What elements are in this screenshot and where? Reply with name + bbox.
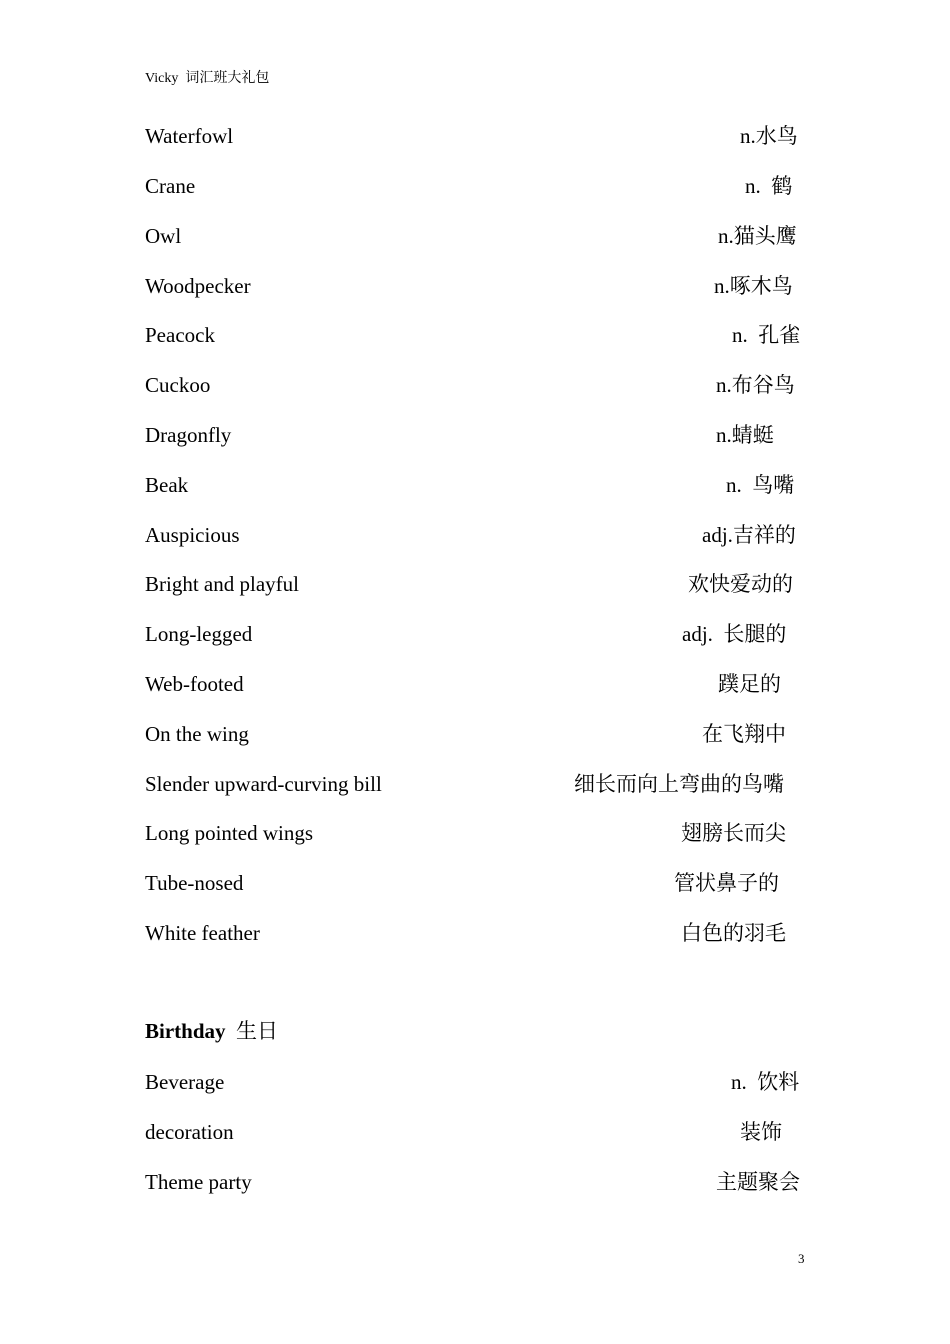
vocab-english: Slender upward-curving bill xyxy=(145,772,382,796)
vocab-row-tube-nosed xyxy=(0,868,950,898)
vocab-chinese: 蹼足的 xyxy=(718,672,781,696)
vocab-row-waterfowl xyxy=(0,121,950,151)
vocab-english: Beverage xyxy=(145,1070,225,1094)
vocab-english: Tube-nosed xyxy=(145,871,244,895)
vocab-english: Web-footed xyxy=(145,672,244,696)
vocab-chinese: adj. 长腿的 xyxy=(682,622,787,646)
vocab-chinese: 细长而向上弯曲的鸟嘴 xyxy=(574,772,784,796)
vocab-chinese: n.蜻蜓 xyxy=(716,423,774,447)
vocab-chinese: 在飞翔中 xyxy=(702,722,786,746)
vocab-english: decoration xyxy=(145,1120,234,1144)
section-heading-birthday xyxy=(145,1016,278,1046)
vocab-row-white-feather xyxy=(0,918,950,948)
vocab-english: Peacock xyxy=(145,323,215,347)
vocab-chinese: n.啄木鸟 xyxy=(714,274,793,298)
vocab-english: Long-legged xyxy=(145,622,253,646)
vocab-chinese: 装饰 xyxy=(740,1120,782,1144)
vocab-chinese: 欢快爱动的 xyxy=(688,572,793,596)
section-heading-chinese: 生日 xyxy=(236,1019,279,1043)
vocab-chinese: n.猫头鹰 xyxy=(718,224,797,248)
page-header: Vicky 词汇班大礼包 xyxy=(145,71,270,86)
vocab-english: Cuckoo xyxy=(145,373,211,397)
vocab-english: Woodpecker xyxy=(145,274,251,298)
vocab-row-owl xyxy=(0,221,950,251)
vocab-row-slender-bill xyxy=(0,769,950,799)
vocab-row-web-footed xyxy=(0,669,950,699)
section-heading-english: Birthday xyxy=(145,1019,226,1043)
vocab-row-auspicious xyxy=(0,520,950,550)
vocab-row-woodpecker xyxy=(0,271,950,301)
vocab-row-long-pointed-wings xyxy=(0,818,950,848)
vocab-chinese: n.布谷鸟 xyxy=(716,373,795,397)
vocab-english: Beak xyxy=(145,473,189,497)
vocab-english: On the wing xyxy=(145,722,249,746)
vocab-row-decoration xyxy=(0,1117,950,1147)
vocab-chinese: 白色的羽毛 xyxy=(681,921,786,945)
vocab-row-beverage xyxy=(0,1067,950,1097)
vocab-english: Long pointed wings xyxy=(145,821,313,845)
vocab-row-on-the-wing xyxy=(0,719,950,749)
vocab-row-long-legged xyxy=(0,619,950,649)
vocab-chinese: n.水鸟 xyxy=(740,124,798,148)
vocab-row-dragonfly xyxy=(0,420,950,450)
vocab-chinese: adj.吉祥的 xyxy=(702,523,796,547)
vocab-english: Waterfowl xyxy=(145,124,234,148)
vocab-english: White feather xyxy=(145,921,260,945)
vocab-english: Dragonfly xyxy=(145,423,232,447)
vocab-chinese: n. 饮料 xyxy=(731,1070,800,1094)
vocab-row-beak xyxy=(0,470,950,500)
vocab-row-cuckoo xyxy=(0,370,950,400)
vocab-english: Owl xyxy=(145,224,182,248)
vocab-english: Bright and playful xyxy=(145,572,299,596)
vocab-row-theme-party xyxy=(0,1167,950,1197)
vocab-english: Theme party xyxy=(145,1170,252,1194)
vocab-english: Auspicious xyxy=(145,523,240,547)
vocab-chinese: 管状鼻子的 xyxy=(674,871,779,895)
vocab-english: Crane xyxy=(145,174,196,198)
vocab-row-peacock xyxy=(0,320,950,350)
vocab-chinese: n. 鸟嘴 xyxy=(726,473,795,497)
vocab-row-crane xyxy=(0,171,950,201)
vocab-chinese: n. 孔雀 xyxy=(732,323,801,347)
vocab-chinese: 主题聚会 xyxy=(716,1170,800,1194)
vocab-chinese: n. 鹤 xyxy=(745,174,793,198)
vocab-row-bright-and-playful xyxy=(0,569,950,599)
vocab-chinese: 翅膀长而尖 xyxy=(681,821,786,845)
page-number: 3 xyxy=(798,1251,805,1266)
